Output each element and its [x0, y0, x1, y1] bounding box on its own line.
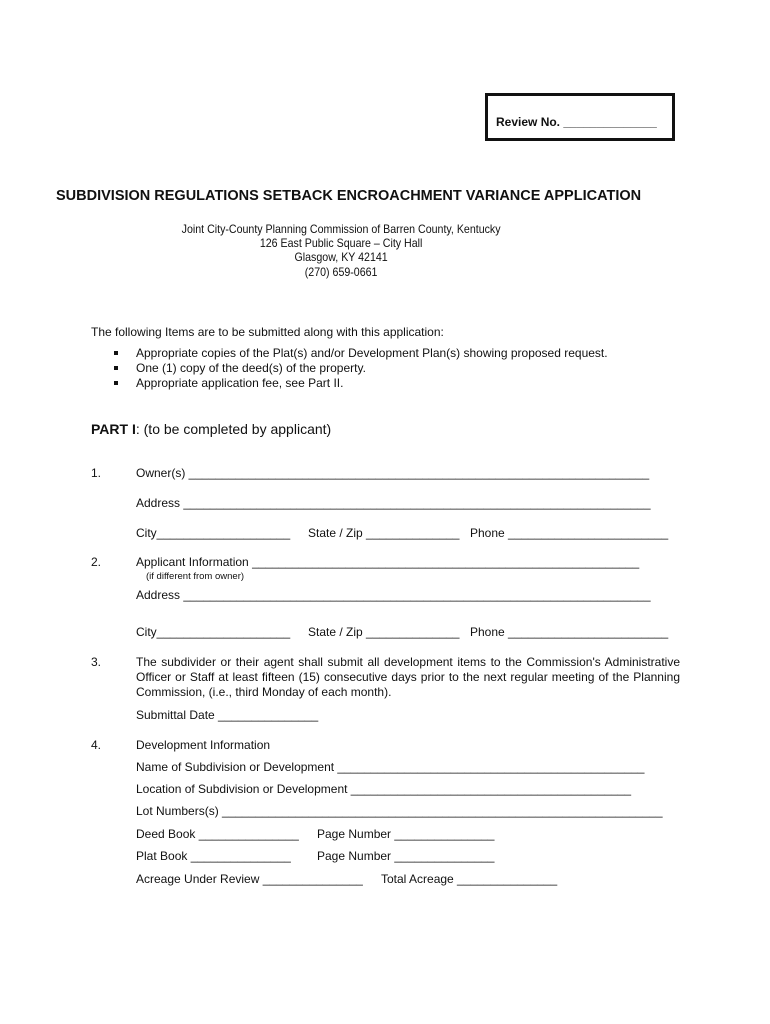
development-info-heading: Development Information	[136, 738, 271, 752]
list-item: Appropriate application fee, see Part II.	[112, 376, 608, 391]
list-item: One (1) copy of the deed(s) of the property.	[112, 361, 608, 376]
lot-numbers-field[interactable]: Lot Numbers(s) __________________________________________________________________	[136, 804, 663, 818]
owner-city-field[interactable]: City____________________	[136, 526, 291, 540]
applicant-state-zip-field[interactable]: State / Zip ______________	[308, 625, 460, 639]
owner-field[interactable]: Owner(s) _____________________________________________________________________	[136, 466, 650, 480]
owner-state-zip-field[interactable]: State / Zip ______________	[308, 526, 460, 540]
acreage-under-review-field[interactable]: Acreage Under Review _______________	[136, 872, 363, 886]
total-acreage-field[interactable]: Total Acreage _______________	[381, 872, 558, 886]
applicant-field[interactable]: Applicant Information __________________________________________________________	[136, 555, 640, 569]
part-one-label: PART I	[91, 421, 136, 437]
agency-city: Glasgow, KY 42141	[294, 250, 388, 264]
subdivision-name-field[interactable]: Name of Subdivision or Development ______________________________________________	[136, 760, 645, 774]
submittal-date-field[interactable]: Submittal Date _______________	[136, 708, 319, 722]
review-number-box	[485, 93, 675, 141]
section-2-number: 2.	[91, 555, 102, 569]
agency-address: 126 East Public Square – City Hall	[259, 236, 423, 250]
part-one-heading	[91, 421, 331, 437]
applicant-note: (if different from owner)	[146, 571, 245, 582]
owner-address-field[interactable]: Address ______________________________________________________________________	[136, 496, 651, 510]
intro-text: The following Items are to be submitted along with this application:	[91, 325, 444, 339]
section-1-number: 1.	[91, 466, 102, 480]
applicant-address-field[interactable]: Address ______________________________________________________________________	[136, 588, 651, 602]
applicant-city-field[interactable]: City____________________	[136, 625, 291, 639]
page-title: SUBDIVISION REGULATIONS SETBACK ENCROACHMENT VARIANCE APPLICATION	[56, 188, 642, 204]
list-item: Appropriate copies of the Plat(s) and/or Development Plan(s) showing proposed request.	[112, 346, 608, 361]
section-4-number: 4.	[91, 738, 102, 752]
plat-page-number-field[interactable]: Page Number _______________	[317, 849, 495, 863]
subdivision-location-field[interactable]: Location of Subdivision or Development __________________________________________	[136, 782, 632, 796]
deed-page-number-field[interactable]: Page Number _______________	[317, 827, 495, 841]
owner-phone-field[interactable]: Phone ________________________	[470, 526, 669, 540]
submittal-instructions: The subdivider or their agent shall submit all development items to the Commission's Administrative Officer or Staff at least fifteen (15) consecutive days prior to the next regular meeting of the Planning Commission, (i.e., third Monday of each month).	[136, 655, 680, 699]
part-one-note: : (to be completed by applicant)	[135, 421, 332, 437]
agency-phone: (270) 659-0661	[304, 265, 378, 279]
deed-book-field[interactable]: Deed Book _______________	[136, 827, 299, 841]
agency-name: Joint City-County Planning Commission of Barren County, Kentucky	[181, 222, 501, 236]
section-3-number: 3.	[91, 655, 102, 669]
review-number-field[interactable]: Review No. ______________	[496, 115, 657, 129]
applicant-phone-field[interactable]: Phone ________________________	[470, 625, 669, 639]
plat-book-field[interactable]: Plat Book _______________	[136, 849, 291, 863]
required-items-list	[112, 346, 608, 391]
